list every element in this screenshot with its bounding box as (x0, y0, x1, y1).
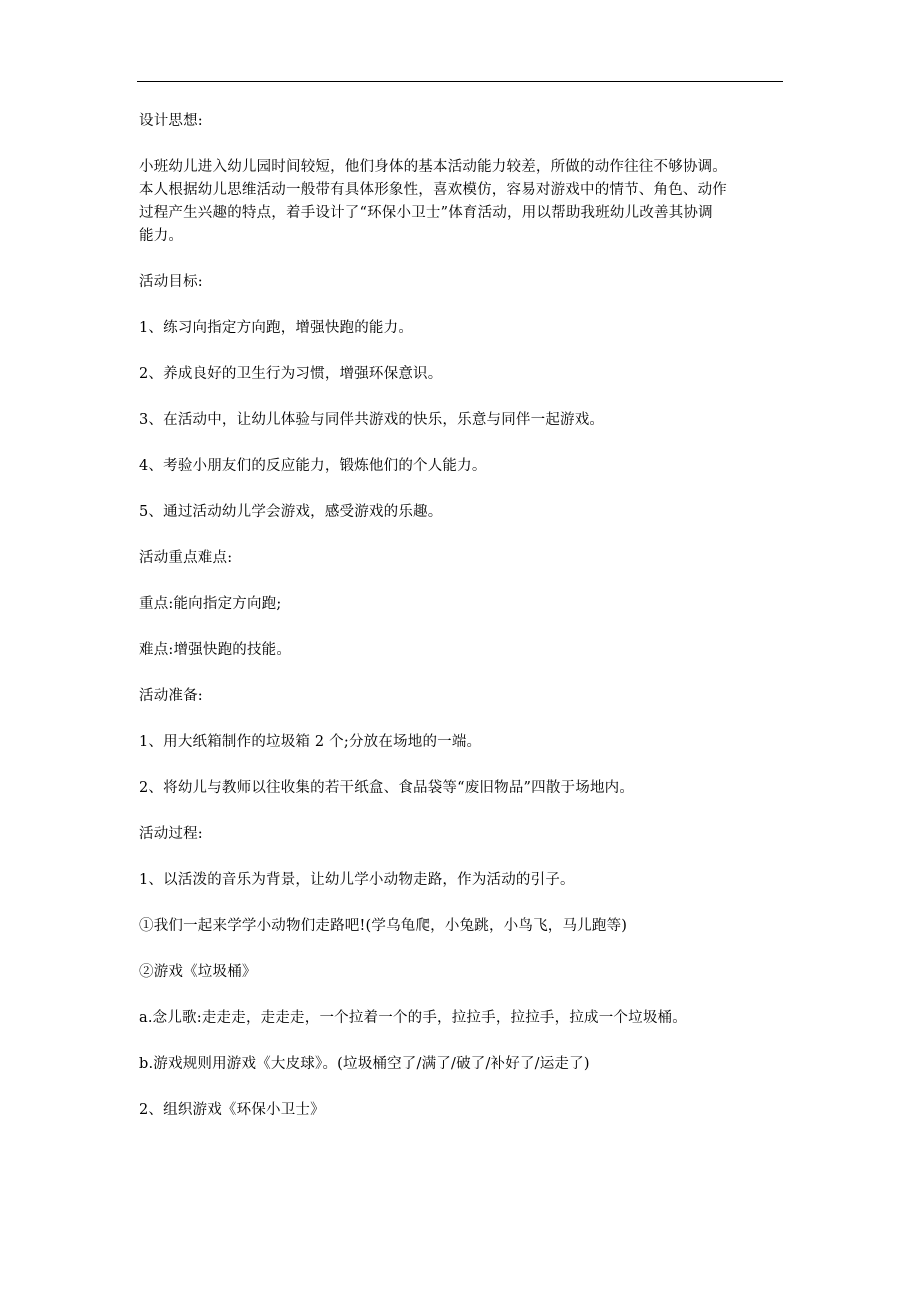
document-body (139, 110, 787, 1145)
process-item: 2、组织游戏《环保小卫士》 (139, 1102, 325, 1118)
process-item: b.游戏规则用游戏《大皮球》。(垃圾桶空了/满了/破了/补好了/运走了) (139, 1056, 590, 1072)
goal-item: 3、在活动中，让幼儿体验与同伴共游戏的快乐，乐意与同伴一起游戏。 (139, 412, 605, 428)
key-point: 重点:能向指定方向跑; (139, 596, 282, 612)
process-item: ②游戏《垃圾桶》 (139, 964, 257, 980)
process-item: ①我们一起来学学小动物们走路吧!(学乌龟爬，小兔跳，小鸟飞，马儿跑等) (139, 918, 628, 934)
goal-item: 5、通过活动幼儿学会游戏，感受游戏的乐趣。 (139, 504, 443, 520)
heading-goals: 活动目标: (139, 274, 203, 290)
heading-process: 活动过程: (139, 826, 203, 842)
process-item: a.念儿歌:走走走，走走走，一个拉着一个的手，拉拉手，拉拉手，拉成一个垃圾桶。 (139, 1010, 687, 1026)
header-rule (137, 81, 783, 82)
goal-item: 4、考验小朋友们的反应能力，锻炼他们的个人能力。 (139, 458, 487, 474)
design-intro-line: 小班幼儿进入幼儿园时间较短，他们身体的基本活动能力较差，所做的动作往往不够协调。 (139, 159, 727, 175)
goal-item: 2、养成良好的卫生行为习惯，增强环保意识。 (139, 366, 443, 382)
design-intro-line: 本人根据幼儿思维活动一般带有具体形象性，喜欢模仿，容易对游戏中的情节、角色、动作 (139, 182, 727, 198)
heading-preparation: 活动准备: (139, 688, 203, 704)
design-intro-paragraph (139, 156, 787, 248)
preparation-item: 2、将幼儿与教师以往收集的若干纸盒、食品袋等“废旧物品”四散于场地内。 (139, 780, 635, 796)
preparation-item: 1、用大纸箱制作的垃圾箱 2 个;分放在场地的一端。 (139, 734, 482, 750)
goal-item: 1、练习向指定方向跑，增强快跑的能力。 (139, 320, 414, 336)
design-intro-line: 能力。 (139, 228, 184, 244)
heading-key-points: 活动重点难点: (139, 550, 233, 566)
difficult-point: 难点:增强快跑的技能。 (139, 642, 292, 658)
design-intro-line: 过程产生兴趣的特点，着手设计了“环保小卫士”体育活动，用以帮助我班幼儿改善其协调 (139, 205, 713, 221)
process-item: 1、以活泼的音乐为背景，让幼儿学小动物走路，作为活动的引子。 (139, 872, 575, 888)
heading-design: 设计思想: (139, 113, 203, 129)
